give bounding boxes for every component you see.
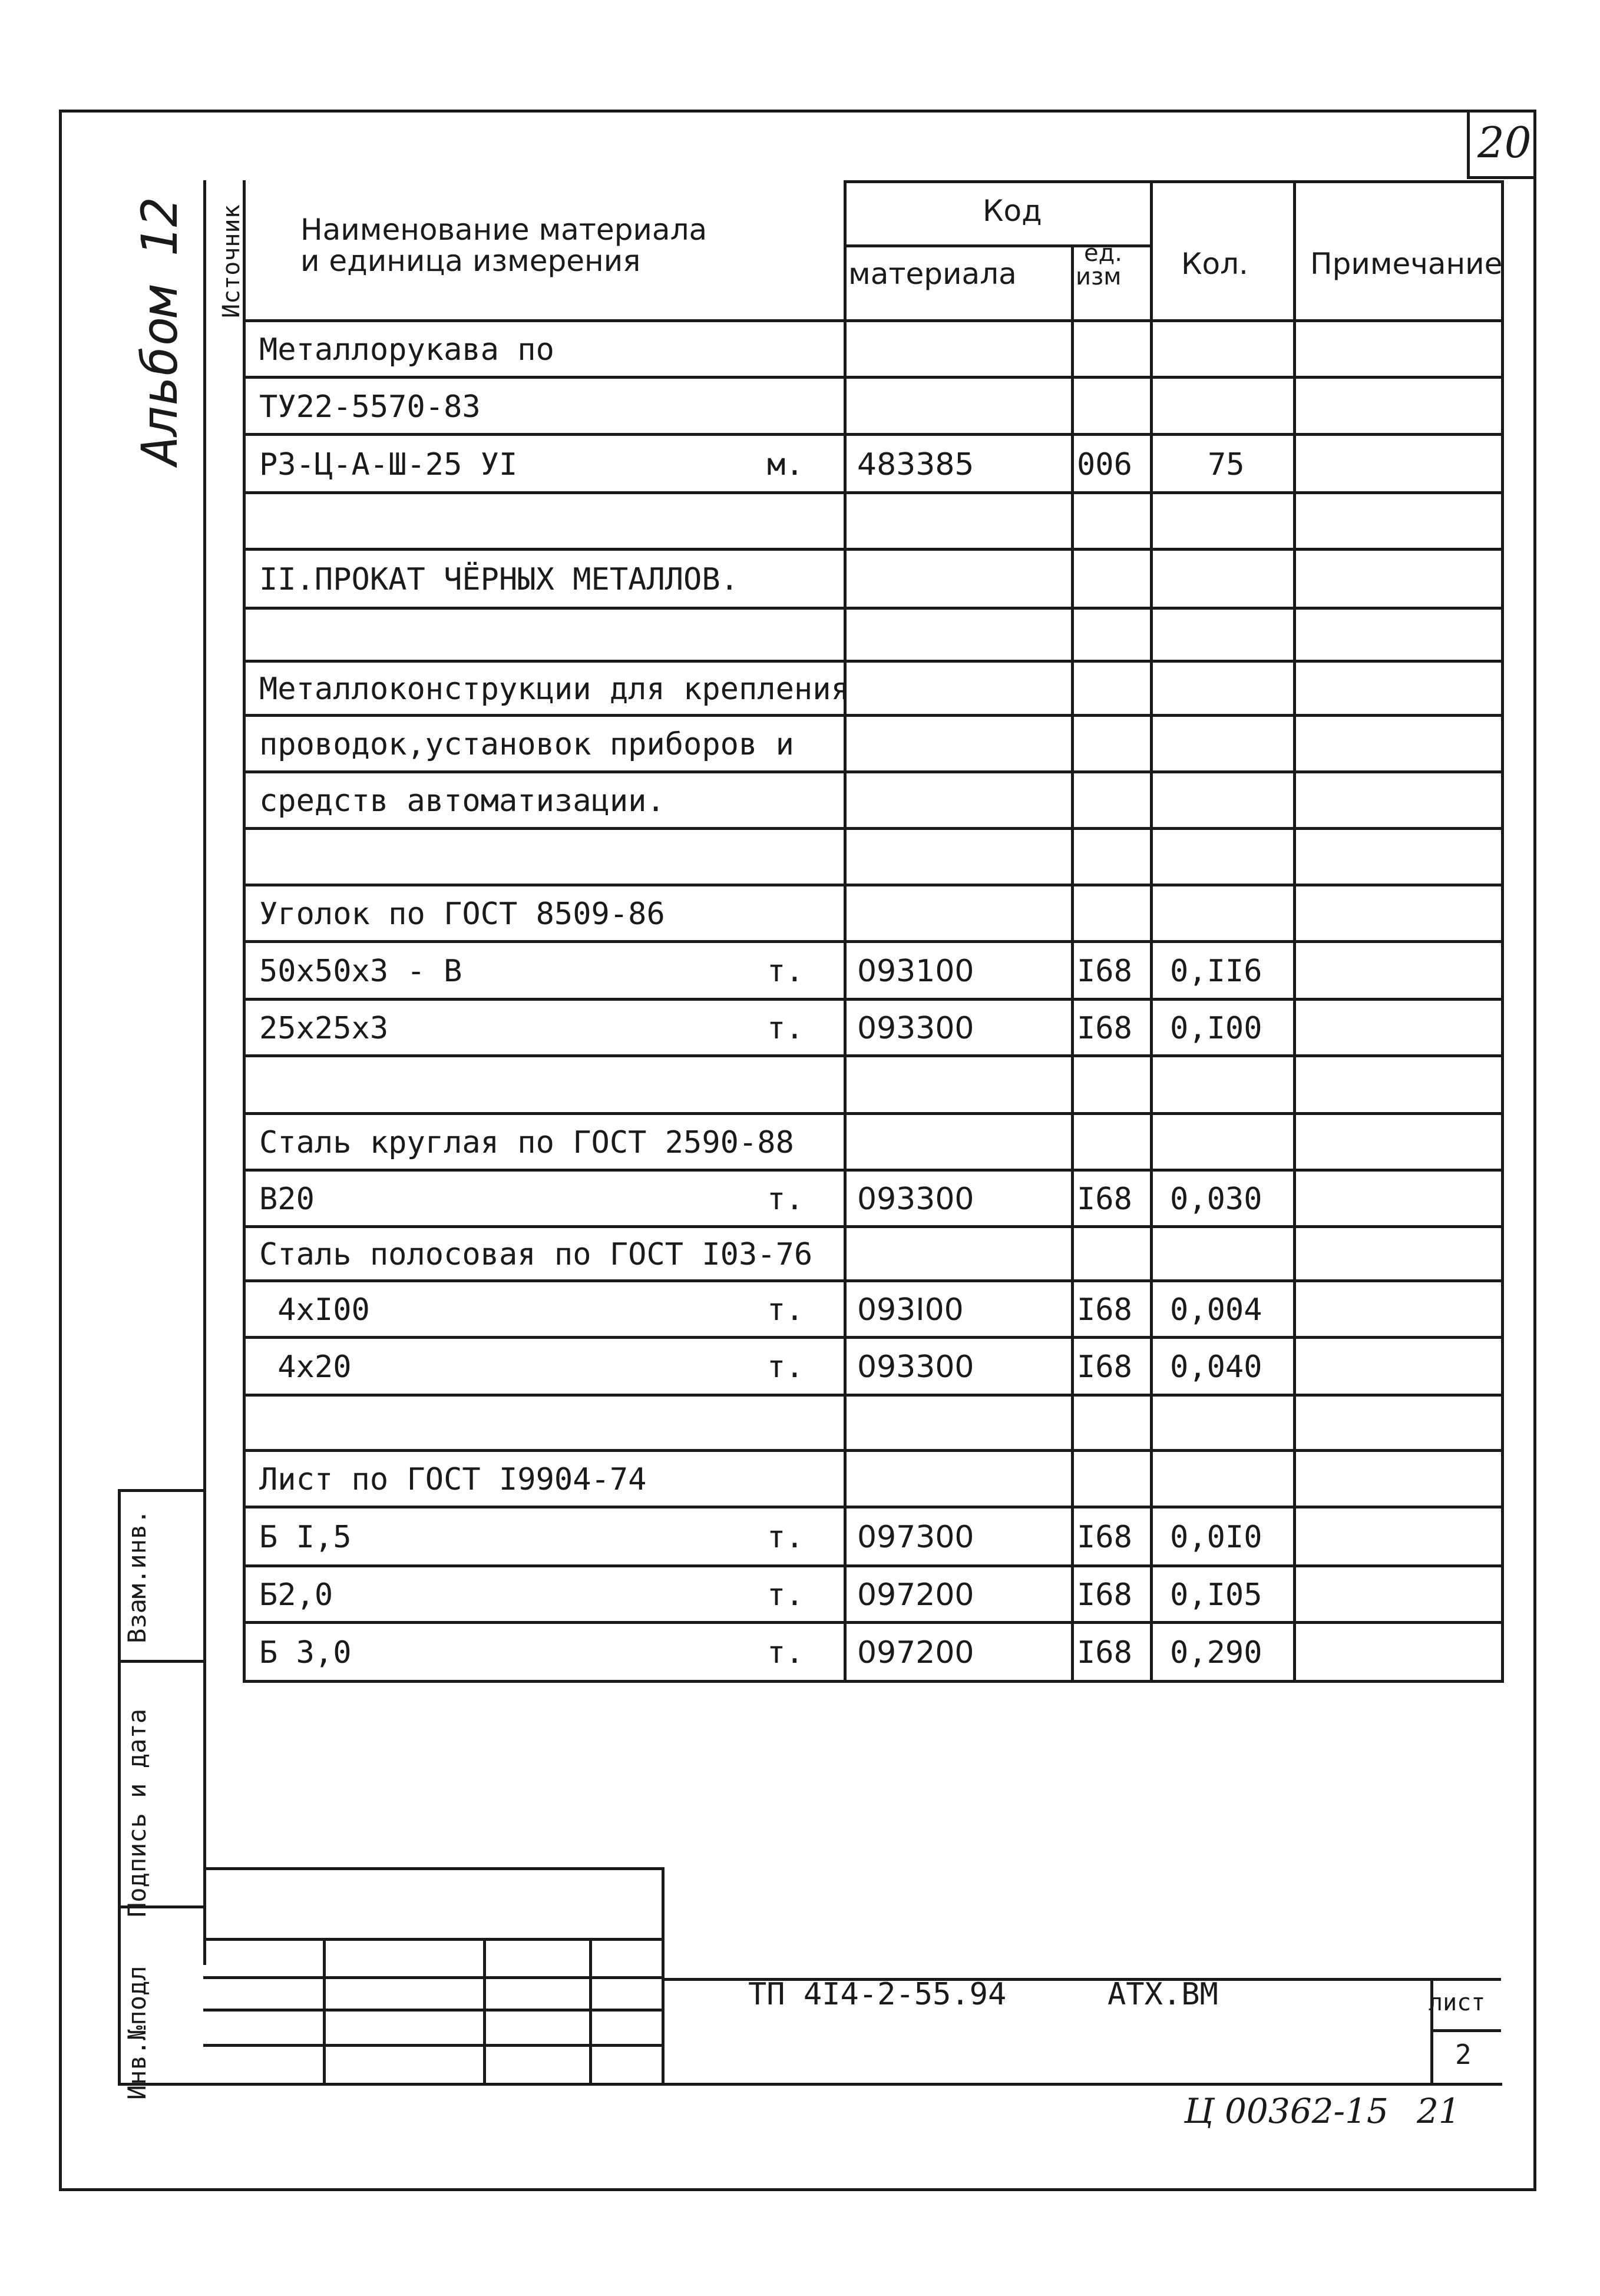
row-code: 097200	[857, 1635, 974, 1670]
row-separator-line	[243, 1449, 1501, 1452]
row-name: Металлоконструкции для крепления	[259, 671, 849, 707]
row-name: Сталь круглая по ГОСТ 2590-88	[259, 1125, 794, 1160]
frame-left	[59, 110, 62, 2191]
row-separator-line	[243, 1112, 1501, 1115]
title-block-top-line	[203, 1867, 663, 1870]
unit-column-line	[1071, 244, 1074, 1683]
row-qty: 0,004	[1170, 1292, 1262, 1328]
row-name: Лист по ГОСТ I9904-74	[259, 1462, 647, 1497]
row-name: Б 3,0	[259, 1635, 352, 1670]
row-separator-line	[243, 1279, 1501, 1282]
album-label: Альбом 12	[131, 197, 189, 465]
stamp-col-line2	[483, 1938, 486, 2085]
row-unit: I68	[1077, 1635, 1132, 1670]
row-qty: 0,030	[1170, 1182, 1262, 1217]
row-code: 097200	[857, 1577, 974, 1613]
row-code: 093300	[857, 1011, 974, 1046]
row-name: 25х25х3	[259, 1011, 389, 1046]
row-qty: 0,I00	[1170, 1011, 1262, 1046]
archive-page: 21	[1417, 2091, 1460, 2131]
row-name: средств автоматизации.	[259, 783, 665, 819]
row-unit: I68	[1077, 1349, 1132, 1385]
row-measure: т.	[767, 1182, 804, 1217]
row-qty: 0,I05	[1170, 1577, 1262, 1613]
row-measure: т.	[767, 1520, 804, 1555]
sheet-mark: 20	[1477, 118, 1532, 167]
header-material: материала	[848, 257, 1017, 291]
side-stamp-split-line1	[118, 1660, 203, 1663]
row-measure: т.	[767, 1349, 804, 1385]
row-separator-line	[243, 770, 1501, 773]
row-name: 50х50х3 - В	[259, 954, 462, 989]
row-qty: 0,0I0	[1170, 1520, 1262, 1555]
row-separator-line	[243, 433, 1501, 436]
row-separator-line	[243, 1564, 1501, 1567]
source-column-line	[243, 180, 246, 1683]
header-top-line	[844, 180, 1501, 183]
row-measure: т.	[767, 954, 804, 989]
row-separator-line	[243, 827, 1501, 830]
row-qty: 75	[1208, 447, 1245, 482]
stamp-col-line1	[323, 1938, 326, 2085]
row-qty: 0,040	[1170, 1349, 1262, 1385]
sheet-mark-box-left	[1467, 110, 1470, 179]
stamp-col-line3	[589, 1938, 592, 2085]
stamp-row-line2	[203, 1976, 663, 1979]
frame-right	[1533, 110, 1536, 2191]
row-code: 093300	[857, 1349, 974, 1385]
title-sheet-label: лист	[1429, 1989, 1486, 2016]
row-qty: 0,II6	[1170, 954, 1262, 989]
stamp-row-line3	[203, 2009, 663, 2012]
row-unit: 006	[1077, 447, 1132, 482]
header-note: Примечание	[1310, 247, 1503, 281]
stamp-row-line4	[203, 2044, 663, 2047]
header-qty: Кол.	[1181, 247, 1248, 281]
note-column-line	[1293, 180, 1296, 1683]
row-code: 483385	[857, 447, 974, 482]
row-name: В20	[259, 1182, 315, 1217]
row-separator-line	[243, 1394, 1501, 1397]
title-section: АТХ.ВМ	[1108, 1977, 1218, 2012]
header-code: Код	[983, 194, 1042, 228]
row-measure: т.	[767, 1292, 804, 1328]
row-measure: т.	[767, 1635, 804, 1670]
row-name: ТУ22-5570-83	[259, 389, 481, 425]
qty-column-line	[1150, 180, 1153, 1683]
row-measure: м.	[767, 447, 804, 482]
row-separator-line	[243, 714, 1501, 717]
row-separator-line	[243, 1621, 1501, 1624]
row-separator-line	[243, 1506, 1501, 1508]
row-separator-line	[243, 1225, 1501, 1228]
row-name: 4хI00	[259, 1292, 370, 1328]
title-sheet-number: 2	[1455, 2039, 1472, 2070]
row-name: 4х20	[259, 1349, 352, 1385]
side-replace-label: Взам.инв.	[123, 1509, 151, 1643]
header-unit-line1: ед.	[1084, 240, 1122, 267]
row-name: Уголок по ГОСТ 8509-86	[259, 896, 665, 932]
row-separator-line	[243, 548, 1501, 551]
frame-top	[59, 110, 1536, 113]
row-name: РЗ-Ц-А-Ш-25 УI	[259, 447, 518, 482]
row-separator-line	[243, 1680, 1501, 1683]
row-separator-line	[243, 376, 1501, 379]
archive-number: Ц 00362-15	[1184, 2091, 1389, 2131]
row-name: II.ПРОКАТ ЧЁРНЫХ МЕТАЛЛОВ.	[259, 562, 739, 597]
table-right-line	[1501, 180, 1504, 1683]
side-inv-label: Инв.№подл	[123, 1966, 151, 2100]
side-stamp-top-line	[118, 1489, 203, 1492]
row-separator-line	[243, 660, 1501, 663]
row-name: Сталь полосовая по ГОСТ I03-76	[259, 1237, 813, 1272]
frame-bottom	[59, 2188, 1536, 2191]
row-separator-line	[243, 884, 1501, 886]
row-code: 093100	[857, 954, 974, 989]
row-unit: I68	[1077, 1577, 1132, 1613]
row-separator-line	[243, 1169, 1501, 1172]
header-name-line2: и единица измерения	[300, 244, 641, 278]
title-designation: ТП 4I4-2-55.94	[748, 1977, 1007, 2012]
header-bottom-line	[243, 319, 1501, 322]
row-name: проводок,установок приборов и	[259, 727, 794, 762]
row-separator-line	[243, 1336, 1501, 1339]
row-separator-line	[243, 491, 1501, 494]
side-stamp-left-line	[118, 1489, 121, 2084]
header-unit-line2: изм	[1076, 263, 1122, 290]
row-name: Металлорукава по	[259, 332, 554, 368]
row-separator-line	[243, 940, 1501, 943]
header-source: Источник	[218, 204, 245, 318]
row-name: Б2,0	[259, 1577, 333, 1613]
row-separator-line	[243, 607, 1501, 610]
row-unit: I68	[1077, 1292, 1132, 1328]
sheet-mark-box-bottom	[1467, 176, 1536, 179]
row-measure: т.	[767, 1577, 804, 1613]
sheet-box-split-line	[1430, 2029, 1501, 2032]
row-measure: т.	[767, 1011, 804, 1046]
stamp-row-line1	[203, 1938, 663, 1941]
name-column-line	[844, 180, 847, 1683]
header-name-line1: Наименование материала	[300, 213, 708, 247]
row-unit: I68	[1077, 1520, 1132, 1555]
row-code: 097300	[857, 1520, 974, 1555]
row-unit: I68	[1077, 1011, 1132, 1046]
row-code: 093300	[857, 1182, 974, 1217]
row-name: Б I,5	[259, 1520, 352, 1555]
row-code: 093I00	[857, 1292, 964, 1328]
row-unit: I68	[1077, 1182, 1132, 1217]
side-sign-label: Подпись и дата	[123, 1708, 151, 1917]
table-left-line	[203, 180, 206, 1965]
row-separator-line	[243, 1054, 1501, 1057]
row-qty: 0,290	[1170, 1635, 1262, 1670]
row-unit: I68	[1077, 954, 1132, 989]
row-separator-line	[243, 998, 1501, 1001]
